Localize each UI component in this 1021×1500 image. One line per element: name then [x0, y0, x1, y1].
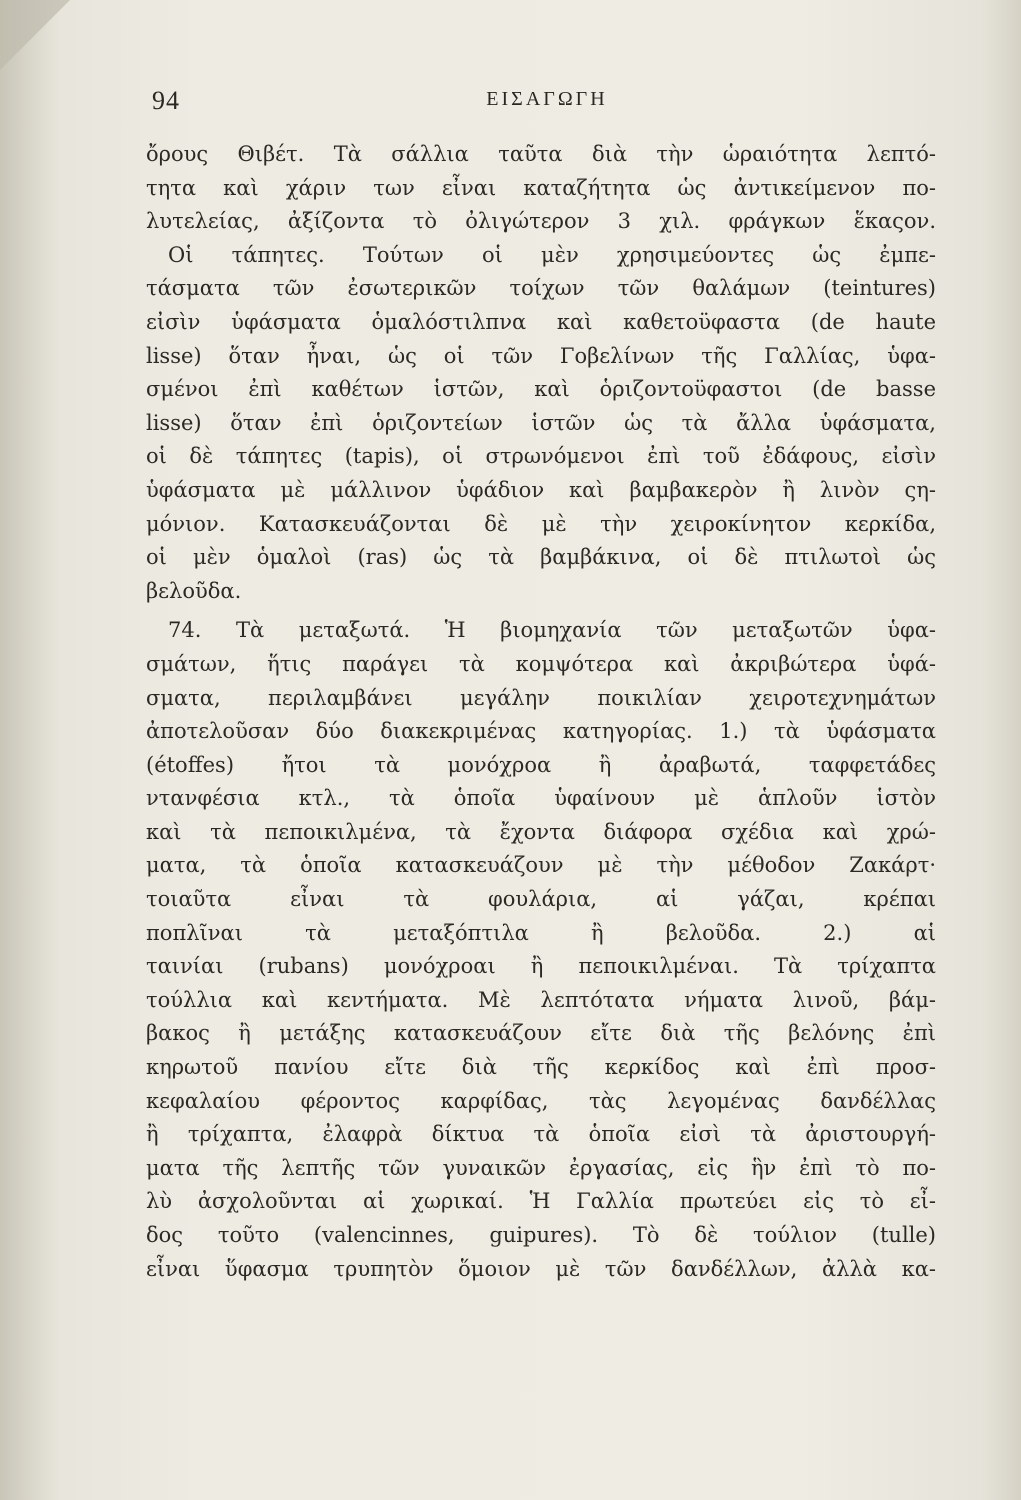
text-line: δος τοῦτο (valencinnes, guipures). Τὸ δὲ τούλιον (tulle): [146, 1223, 936, 1247]
text-line: ἀποτελοῦσαν δύο διακεκριμένας κατηγορίας. 1.) τὰ ὑφάσματα: [146, 719, 936, 744]
text-line: ταινίαι (rubans) μονόχροαι ἢ πεποικιλμέναι. Τὰ τρίχαπτα: [146, 954, 936, 979]
text-line: οἱ μὲν ὁμαλοὶ (ras) ὡς τὰ βαμβάκινα, οἱ δὲ πτιλωτοὶ ὡς: [146, 545, 936, 570]
text-line: ματα τῆς λεπτῆς τῶν γυναικῶν ἐργασίας, εἰς ἣν ἐπὶ τὸ πο-: [146, 1155, 936, 1180]
page-header: [152, 86, 942, 126]
text-line: τοιαῦτα εἶναι τὰ φουλάρια, αἱ γάζαι, κρέπαι: [146, 887, 936, 912]
running-title: ΕΙΣΑΓΩΓΗ: [486, 88, 608, 110]
text-line: σμάτων, ἥτις παράγει τὰ κομψότερα καὶ ἀκριβώτερα ὑφά-: [146, 651, 936, 676]
text-line: κεφαλαίου φέροντος καρφίδας, τὰς λεγομένας δανδέλλας: [146, 1088, 936, 1113]
text-line: τούλλια καὶ κεντήματα. Μὲ λεπτότατα νήματα λινοῦ, βάμ-: [146, 987, 936, 1012]
text-line: (étoffes) ἤτοι τὰ μονόχροα ἢ ἀραβωτά, ταφφετάδες: [146, 752, 936, 777]
text-line: καὶ τὰ πεποικιλμένα, τὰ ἔχοντα διάφορα σχέδια καὶ χρώ-: [146, 819, 936, 844]
text-line: εἶναι ὕφασμα τρυπητὸν ὅμοιον μὲ τῶν δανδέλλων, ἀλλὰ κα-: [146, 1256, 936, 1281]
page-number: 94: [152, 86, 180, 115]
text-line: τάσματα τῶν ἐσωτερικῶν τοίχων τῶν θαλάμων (teintures): [146, 276, 936, 301]
text-line: μόνιον. Κατασκευάζονται δὲ μὲ τὴν χειροκίνητον κερκίδα,: [146, 511, 936, 536]
text-line: ἢ τρίχαπτα, ἐλαφρὰ δίκτυα τὰ ὁποῖα εἰσὶ τὰ ἀριστουργή-: [146, 1122, 936, 1147]
text-line: ντανφέσια κτλ., τὰ ὁποῖα ὑφαίνουν μὲ ἁπλοῦν ἱστὸν: [146, 786, 936, 811]
text-line: ματα, τὰ ὁποῖα κατασκευάζουν μὲ τὴν μέθοδον Ζακάρτ·: [146, 853, 936, 878]
text-line: Οἱ τάπητες. Τούτων οἱ μὲν χρησιμεύοντες ὡς ἐμπε-: [168, 242, 936, 267]
text-line: ὑφάσματα μὲ μάλλινον ὑφάδιον καὶ βαμβακερὸν ἢ λινὸν ςη-: [146, 477, 936, 502]
text-line: σματα, περιλαμβάνει μεγάλην ποικιλίαν χειροτεχνημάτων: [146, 685, 936, 710]
text-line: βακος ἢ μετάξης κατασκευάζουν εἴτε διὰ τῆς βελόνης ἐπὶ: [146, 1021, 936, 1046]
text-line: lisse) ὅταν ἦναι, ὡς οἱ τῶν Γοβελίνων τῆς Γαλλίας, ὑφα-: [146, 343, 936, 368]
text-line: σμένοι ἐπὶ καθέτων ἱστῶν, καὶ ὁριζοντοϋφαστοι (de basse: [146, 377, 936, 402]
text-line: τητα καὶ χάριν των εἶναι καταζήτητα ὡς ἀντικείμενον πο-: [146, 175, 936, 200]
text-line: λυτελείας, ἀξίζοντα τὸ ὀλιγώτερον 3 χιλ. φράγκων ἕκαςον.: [146, 209, 936, 234]
text-line: κηρωτοῦ πανίου εἴτε διὰ τῆς κερκίδος καὶ ἐπὶ προσ-: [146, 1055, 936, 1080]
text-line: οἱ δὲ τάπητες (tapis), οἱ στρωνόμενοι ἐπὶ τοῦ ἐδάφους, εἰσὶν: [146, 444, 936, 469]
body-text: [146, 138, 936, 1286]
text-line: εἰσὶν ὑφάσματα ὁμαλόστιλπνα καὶ καθετοϋφαστα (de haute: [146, 309, 936, 334]
text-line: ὄρους Θιβέτ. Τὰ σάλλια ταῦτα διὰ τὴν ὡραιότητα λεπτό-: [146, 142, 936, 166]
text-line: lisse) ὅταν ἐπὶ ὁριζοντείων ἱστῶν ὡς τὰ ἄλλα ὑφάσματα,: [146, 410, 936, 435]
text-line: λὺ ἀσχολοῦνται αἱ χωρικαί. Ἡ Γαλλία πρωτεύει εἰς τὸ εἶ-: [146, 1189, 936, 1214]
text-line: ποπλῖναι τὰ μεταξόπτιλα ἢ βελοῦδα. 2.) αἱ: [146, 920, 936, 945]
page-corner-fold: [0, 0, 70, 70]
text-line: βελοῦδα.: [146, 578, 242, 603]
section-heading-line: 74. Τὰ μεταξωτά. Ἡ βιομηχανία τῶν μεταξωτῶν ὑφα-: [168, 618, 936, 643]
